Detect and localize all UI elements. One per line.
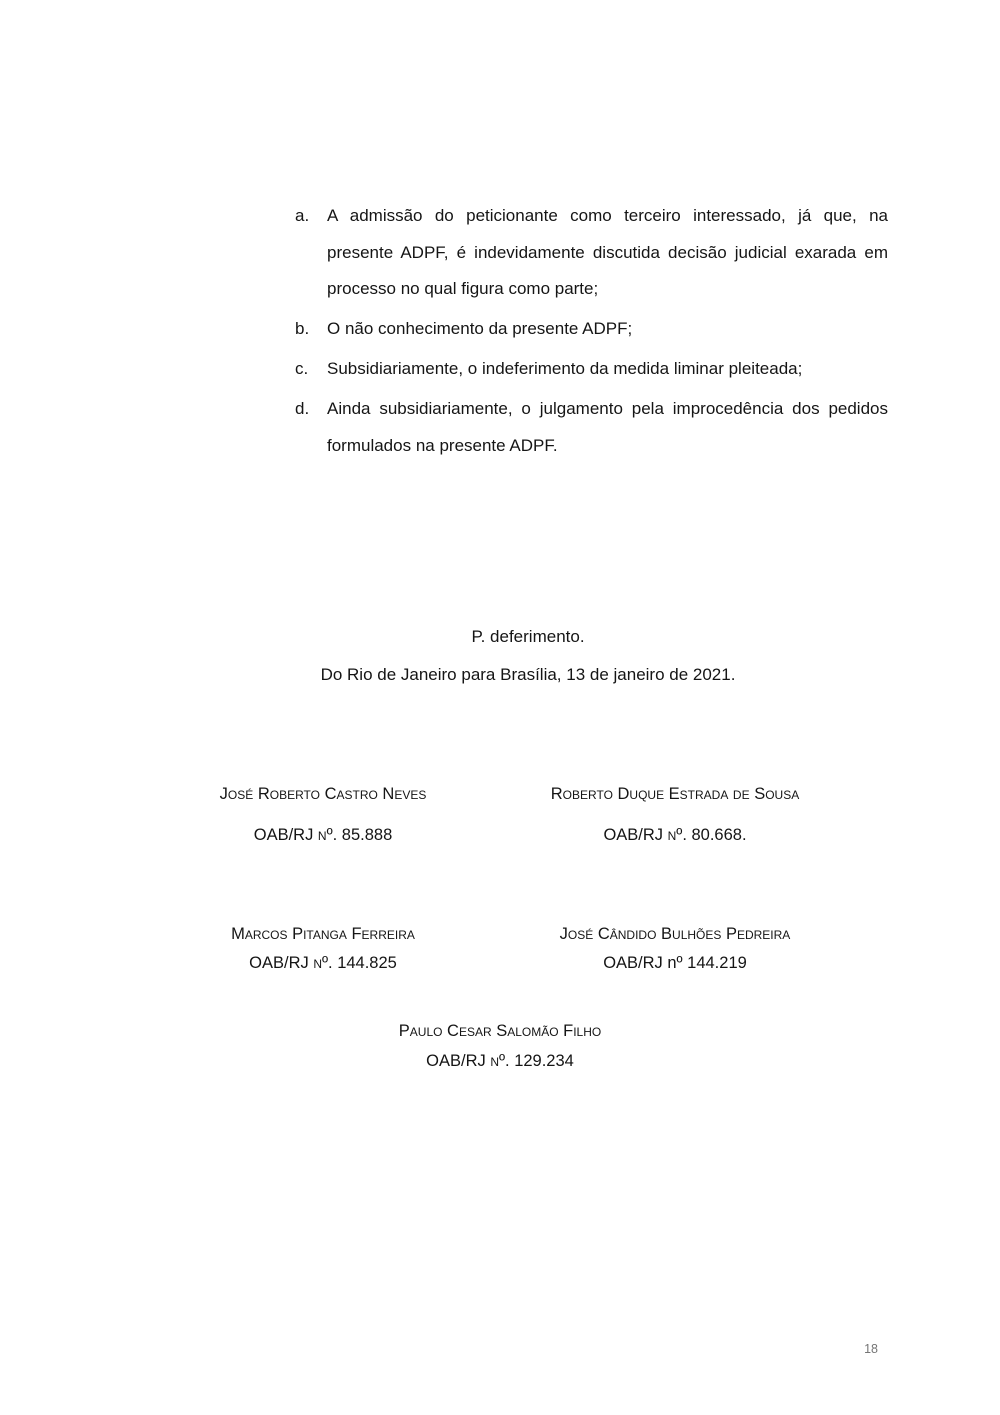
page-number: 18 xyxy=(864,1342,878,1356)
list-item xyxy=(295,391,888,464)
list-item-marker: c. xyxy=(295,359,309,378)
signature-row xyxy=(155,921,845,977)
signature-name: Roberto Duque Estrada de Sousa xyxy=(550,785,800,803)
signature-block xyxy=(505,781,845,849)
list-item xyxy=(295,311,888,348)
list-item-text: A admissão do peticionante como terceiro interessado, já que, na presente ADPF, é indevidamente discutida decisão judicial exarada em processo no qual figura como parte; xyxy=(327,206,888,298)
list-item-text: Ainda subsidiariamente, o julgamento pela improcedência dos pedidos formulados na presente ADPF. xyxy=(327,399,888,455)
closing-request: P. deferimento. xyxy=(471,627,585,646)
signature-oab-number: OAB/RJ nº 144.219 xyxy=(603,954,747,972)
list-item-marker: a. xyxy=(295,206,310,225)
list-item-text: O não conhecimento da presente ADPF; xyxy=(327,319,633,338)
closing-block xyxy=(170,618,886,694)
signature-name: José Roberto Castro Neves xyxy=(219,785,427,803)
list-item xyxy=(295,351,888,388)
list-item-marker: d. xyxy=(295,399,310,418)
signature-row xyxy=(0,1018,1000,1075)
petition-request-list xyxy=(295,198,888,468)
signature-oab-number: OAB/RJ nº. 80.668. xyxy=(603,826,747,844)
closing-dateline: Do Rio de Janeiro para Brasília, 13 de janeiro de 2021. xyxy=(320,665,736,684)
signature-oab-number: OAB/RJ nº. 144.825 xyxy=(249,954,397,972)
signature-block xyxy=(155,921,491,977)
signature-name: Marcos Pitanga Ferreira xyxy=(231,925,415,943)
list-item-marker: b. xyxy=(295,319,310,338)
signature-oab-number: OAB/RJ nº. 129.234 xyxy=(426,1052,574,1070)
list-item xyxy=(295,198,888,308)
signature-row xyxy=(155,781,845,849)
signature-block xyxy=(155,781,491,849)
signature-name: Paulo Cesar Salomão Filho xyxy=(398,1022,602,1040)
signature-oab-number: OAB/RJ nº. 85.888 xyxy=(253,826,393,844)
signature-block xyxy=(505,921,845,977)
list-item-text: Subsidiariamente, o indeferimento da medida liminar pleiteada; xyxy=(327,359,803,378)
signature-name: José Cândido Bulhões Pedreira xyxy=(559,925,791,943)
